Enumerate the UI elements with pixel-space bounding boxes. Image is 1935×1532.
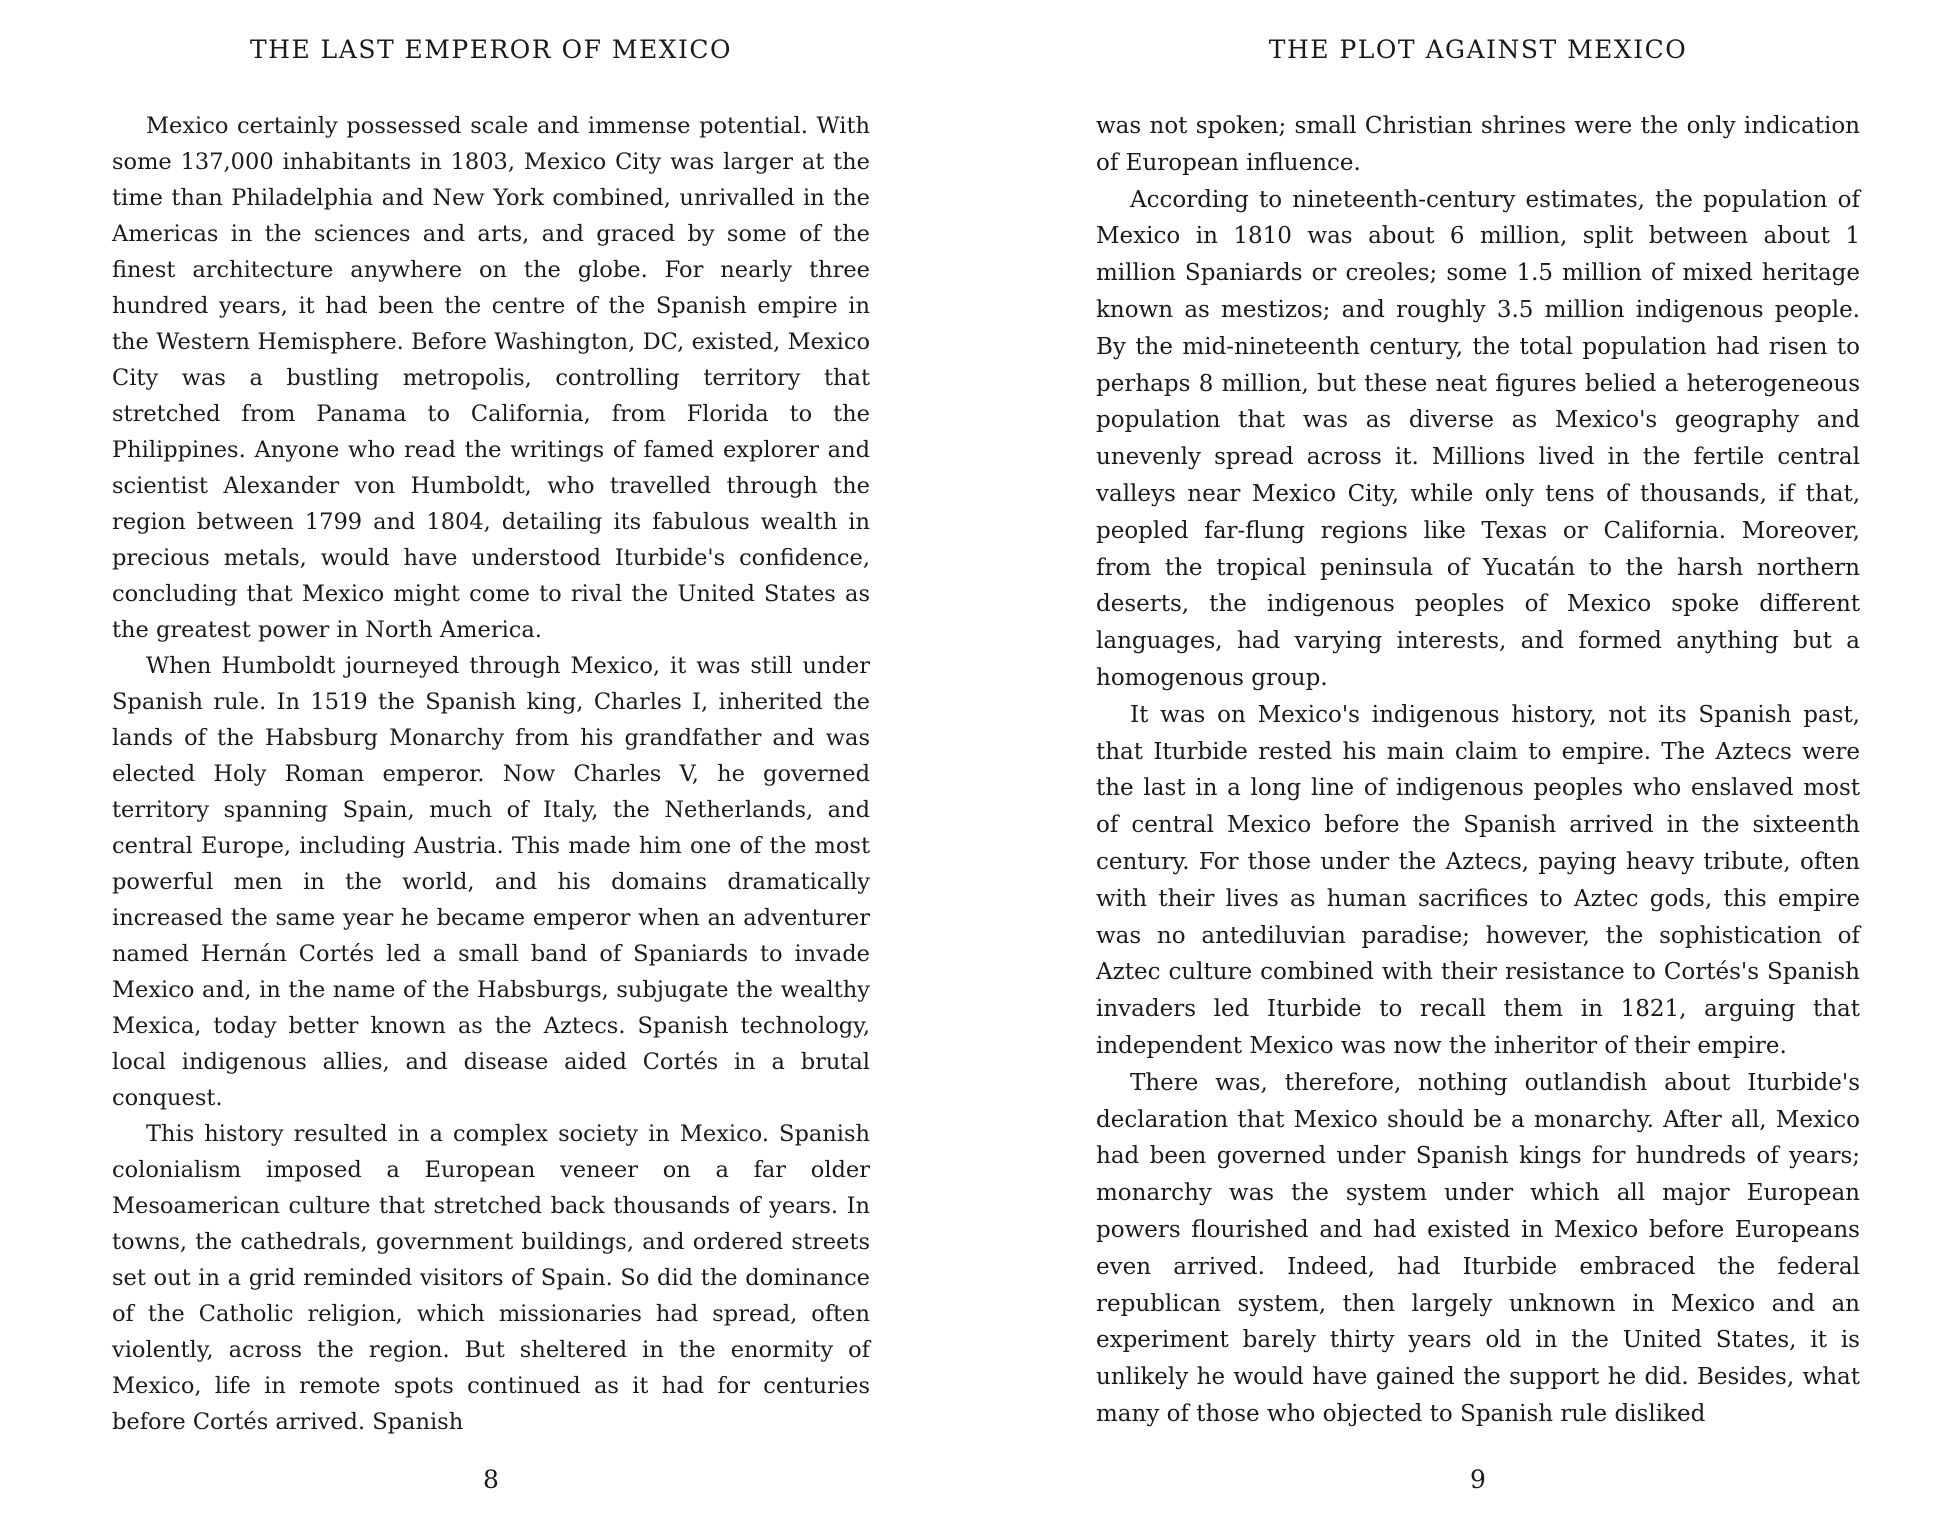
page-number-right: 9 (1470, 1465, 1486, 1494)
paragraph: When Humboldt journeyed through Mexico, it was still under Spanish rule. In 1519 the Spanish king, Charles I, inherited the lands of the Habsburg Monarchy from his grandfather and was elected Holy Roman emperor. Now Charles V, he governed territory spanning Spain, much of Italy, the Netherlands, and central Europe, including Austria. This made him one of the most powerful men in the world, and his domains dramatically increased the same year he became emperor when an adventurer named Hernán Cortés led a small band of Spaniards to invade Mexico and, in the name of the Habsburgs, subjugate the wealthy Mexica, today better known as the Aztecs. Spanish technology, local indigenous allies, and disease aided Cortés in a brutal conquest. (112, 653, 870, 1111)
running-head-left: THE LAST EMPEROR OF MEXICO (249, 35, 733, 64)
body-text-left (112, 108, 870, 1440)
paragraph: Mexico certainly possessed scale and immense potential. With some 137,000 inhabitants in 1803, Mexico City was larger at the time than Philadelphia and New York combined, unrivalled in the Americas in the sciences and arts, and graced by some of the finest architecture anywhere on the globe. For nearly three hundred years, it had been the centre of the Spanish empire in the Western Hemisphere. Before Washington, DC, existed, Mexico City was a bustling metropolis, controlling territory that stretched from Panama to California, from Florida to the Philippines. Anyone who read the writings of famed explorer and scientist Alexander von Humboldt, who travelled through the region between 1799 and 1804, detailing its fabulous wealth in precious metals, would have understood Iturbide's confidence, concluding that Mexico might come to rival the United States as the greatest power in North America. (112, 113, 870, 643)
paragraph: According to nineteenth-century estimates, the population of Mexico in 1810 was about 6 million, split between about 1 million Spaniards or creoles; some 1.5 million of mixed heritage known as mestizos; and roughly 3.5 million indigenous people. By the mid-nineteenth century, the total population had risen to perhaps 8 million, but these neat figures belied a heterogeneous population that was as diverse as Mexico's geography and unevenly spread across it. Millions lived in the fertile central valleys near Mexico City, while only tens of thousands, if that, peopled far-flung regions like Texas or California. Moreover, from the tropical peninsula of Yucatán to the harsh northern deserts, the indigenous peoples of Mexico spoke different languages, had varying interests, and formed anything but a homogenous group. (1096, 186, 1860, 691)
paragraph: was not spoken; small Christian shrines were the only indication of European influence. (1096, 113, 1860, 176)
right-page (968, 0, 1935, 1532)
paragraph: This history resulted in a complex society in Mexico. Spanish colonialism imposed a European veneer on a far older Mesoamerican culture that stretched back thousands of years. In towns, the cathedrals, government buildings, and ordered streets set out in a grid reminded visitors of Spain. So did the dominance of the Catholic religion, which missionaries had spread, often violently, across the region. But sheltered in the enormity of Mexico, life in remote spots continued as it had for centuries before Cortés arrived. Spanish (112, 1121, 870, 1435)
page-number-left: 8 (483, 1465, 499, 1494)
paragraph: There was, therefore, nothing outlandish about Iturbide's declaration that Mexico should be a monarchy. After all, Mexico had been governed under Spanish kings for hundreds of years; monarchy was the system under which all major European powers flourished and had existed in Mexico before Europeans even arrived. Indeed, had Iturbide embraced the federal republican system, then largely unknown in Mexico and an experiment barely thirty years old in the United States, it is unlikely he would have gained the support he did. Besides, what many of those who objected to Spanish rule disliked (1096, 1069, 1860, 1427)
paragraph: It was on Mexico's indigenous history, not its Spanish past, that Iturbide rested his main claim to empire. The Aztecs were the last in a long line of indigenous peoples who enslaved most of central Mexico before the Spanish arrived in the sixteenth century. For those under the Aztecs, paying heavy tribute, often with their lives as human sacrifices to Aztec gods, this empire was no antediluvian paradise; however, the sophistication of Aztec culture combined with their resistance to Cortés's Spanish invaders led Iturbide to recall them in 1821, arguing that independent Mexico was now the inheritor of their empire. (1096, 701, 1860, 1059)
body-text-right (1096, 108, 1860, 1433)
running-head-right: THE PLOT AGAINST MEXICO (1268, 35, 1688, 64)
